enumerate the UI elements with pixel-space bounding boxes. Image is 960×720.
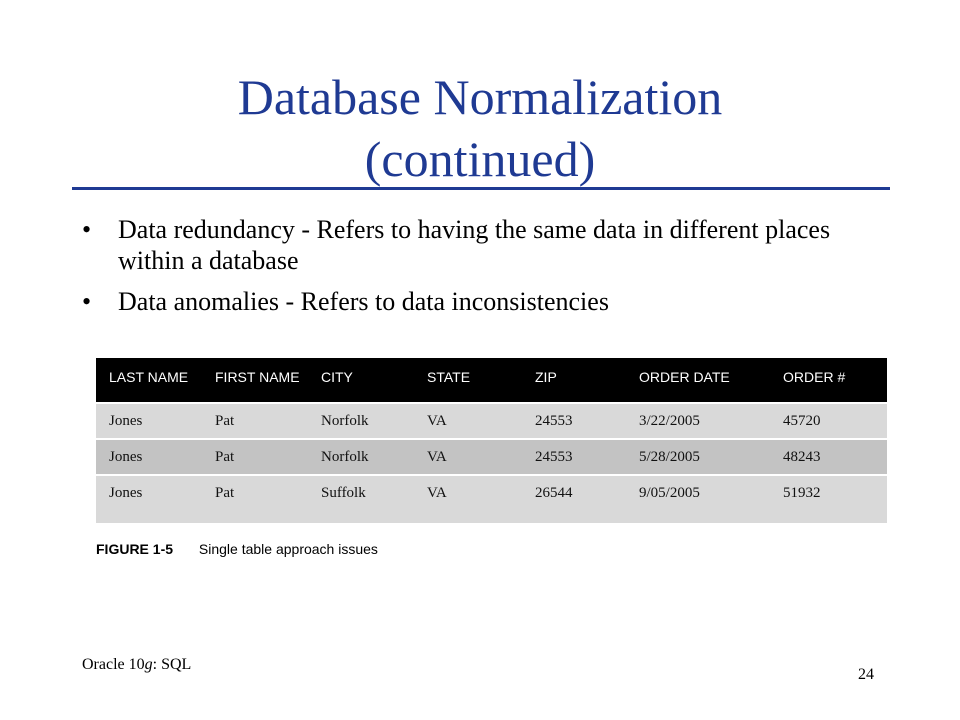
column-header-order-number: ORDER # — [770, 358, 887, 403]
table-cell: Pat — [202, 475, 308, 511]
table-bottom-padding — [96, 511, 887, 523]
figure-caption-text: Single table approach issues — [198, 541, 378, 557]
table-cell: 45720 — [770, 403, 887, 439]
table-cell: 51932 — [770, 475, 887, 511]
slide-title — [70, 66, 890, 190]
table-cell: Suffolk — [308, 475, 414, 511]
table-row — [96, 475, 887, 511]
column-header-city: CITY — [308, 358, 414, 403]
table-cell: 24553 — [522, 403, 626, 439]
bullet-text: Data redundancy - Refers to having the same data in different places within a database — [118, 215, 831, 275]
footer-book-suffix: : SQL — [152, 656, 192, 673]
table-cell: Jones — [96, 439, 202, 475]
table-cell: 9/05/2005 — [626, 475, 770, 511]
figure-caption — [96, 541, 887, 557]
table-cell: Norfolk — [308, 439, 414, 475]
figure — [96, 358, 887, 557]
title-line-2: (continued) — [364, 131, 596, 187]
table-cell: VA — [414, 403, 522, 439]
figure-caption-number: FIGURE 1-5 — [96, 541, 174, 557]
column-header-first-name: FIRST NAME — [202, 358, 308, 403]
bullet-item — [82, 214, 882, 276]
title-underline — [72, 187, 890, 190]
table-cell: Pat — [202, 439, 308, 475]
table-cell: 24553 — [522, 439, 626, 475]
bullet-item — [82, 286, 882, 317]
table-cell: VA — [414, 439, 522, 475]
bullet-dot: • — [82, 287, 92, 316]
column-header-zip: ZIP — [522, 358, 626, 403]
footer-book-title — [82, 656, 191, 674]
table-cell: Pat — [202, 403, 308, 439]
footer-book-prefix: Oracle 10 — [82, 656, 145, 673]
table-cell: Jones — [96, 475, 202, 511]
title-line-1: Database Normalization — [237, 69, 723, 125]
table-cell: 5/28/2005 — [626, 439, 770, 475]
table-cell: 3/22/2005 — [626, 403, 770, 439]
bullet-text: Data anomalies - Refers to data inconsistencies — [118, 287, 609, 316]
page-number: 24 — [858, 666, 874, 683]
table-cell: 26544 — [522, 475, 626, 511]
table-cell: 48243 — [770, 439, 887, 475]
table-cell: Norfolk — [308, 403, 414, 439]
table-cell: VA — [414, 475, 522, 511]
column-header-last-name: LAST NAME — [96, 358, 202, 403]
bullet-list — [82, 214, 882, 327]
table-cell: Jones — [96, 403, 202, 439]
footer-book-italic: g — [144, 656, 153, 673]
orders-table — [96, 358, 887, 523]
table-header-row — [96, 358, 887, 403]
table-row — [96, 403, 887, 439]
table-row — [96, 439, 887, 475]
bullet-dot: • — [82, 215, 92, 244]
column-header-state: STATE — [414, 358, 522, 403]
column-header-order-date: ORDER DATE — [626, 358, 770, 403]
